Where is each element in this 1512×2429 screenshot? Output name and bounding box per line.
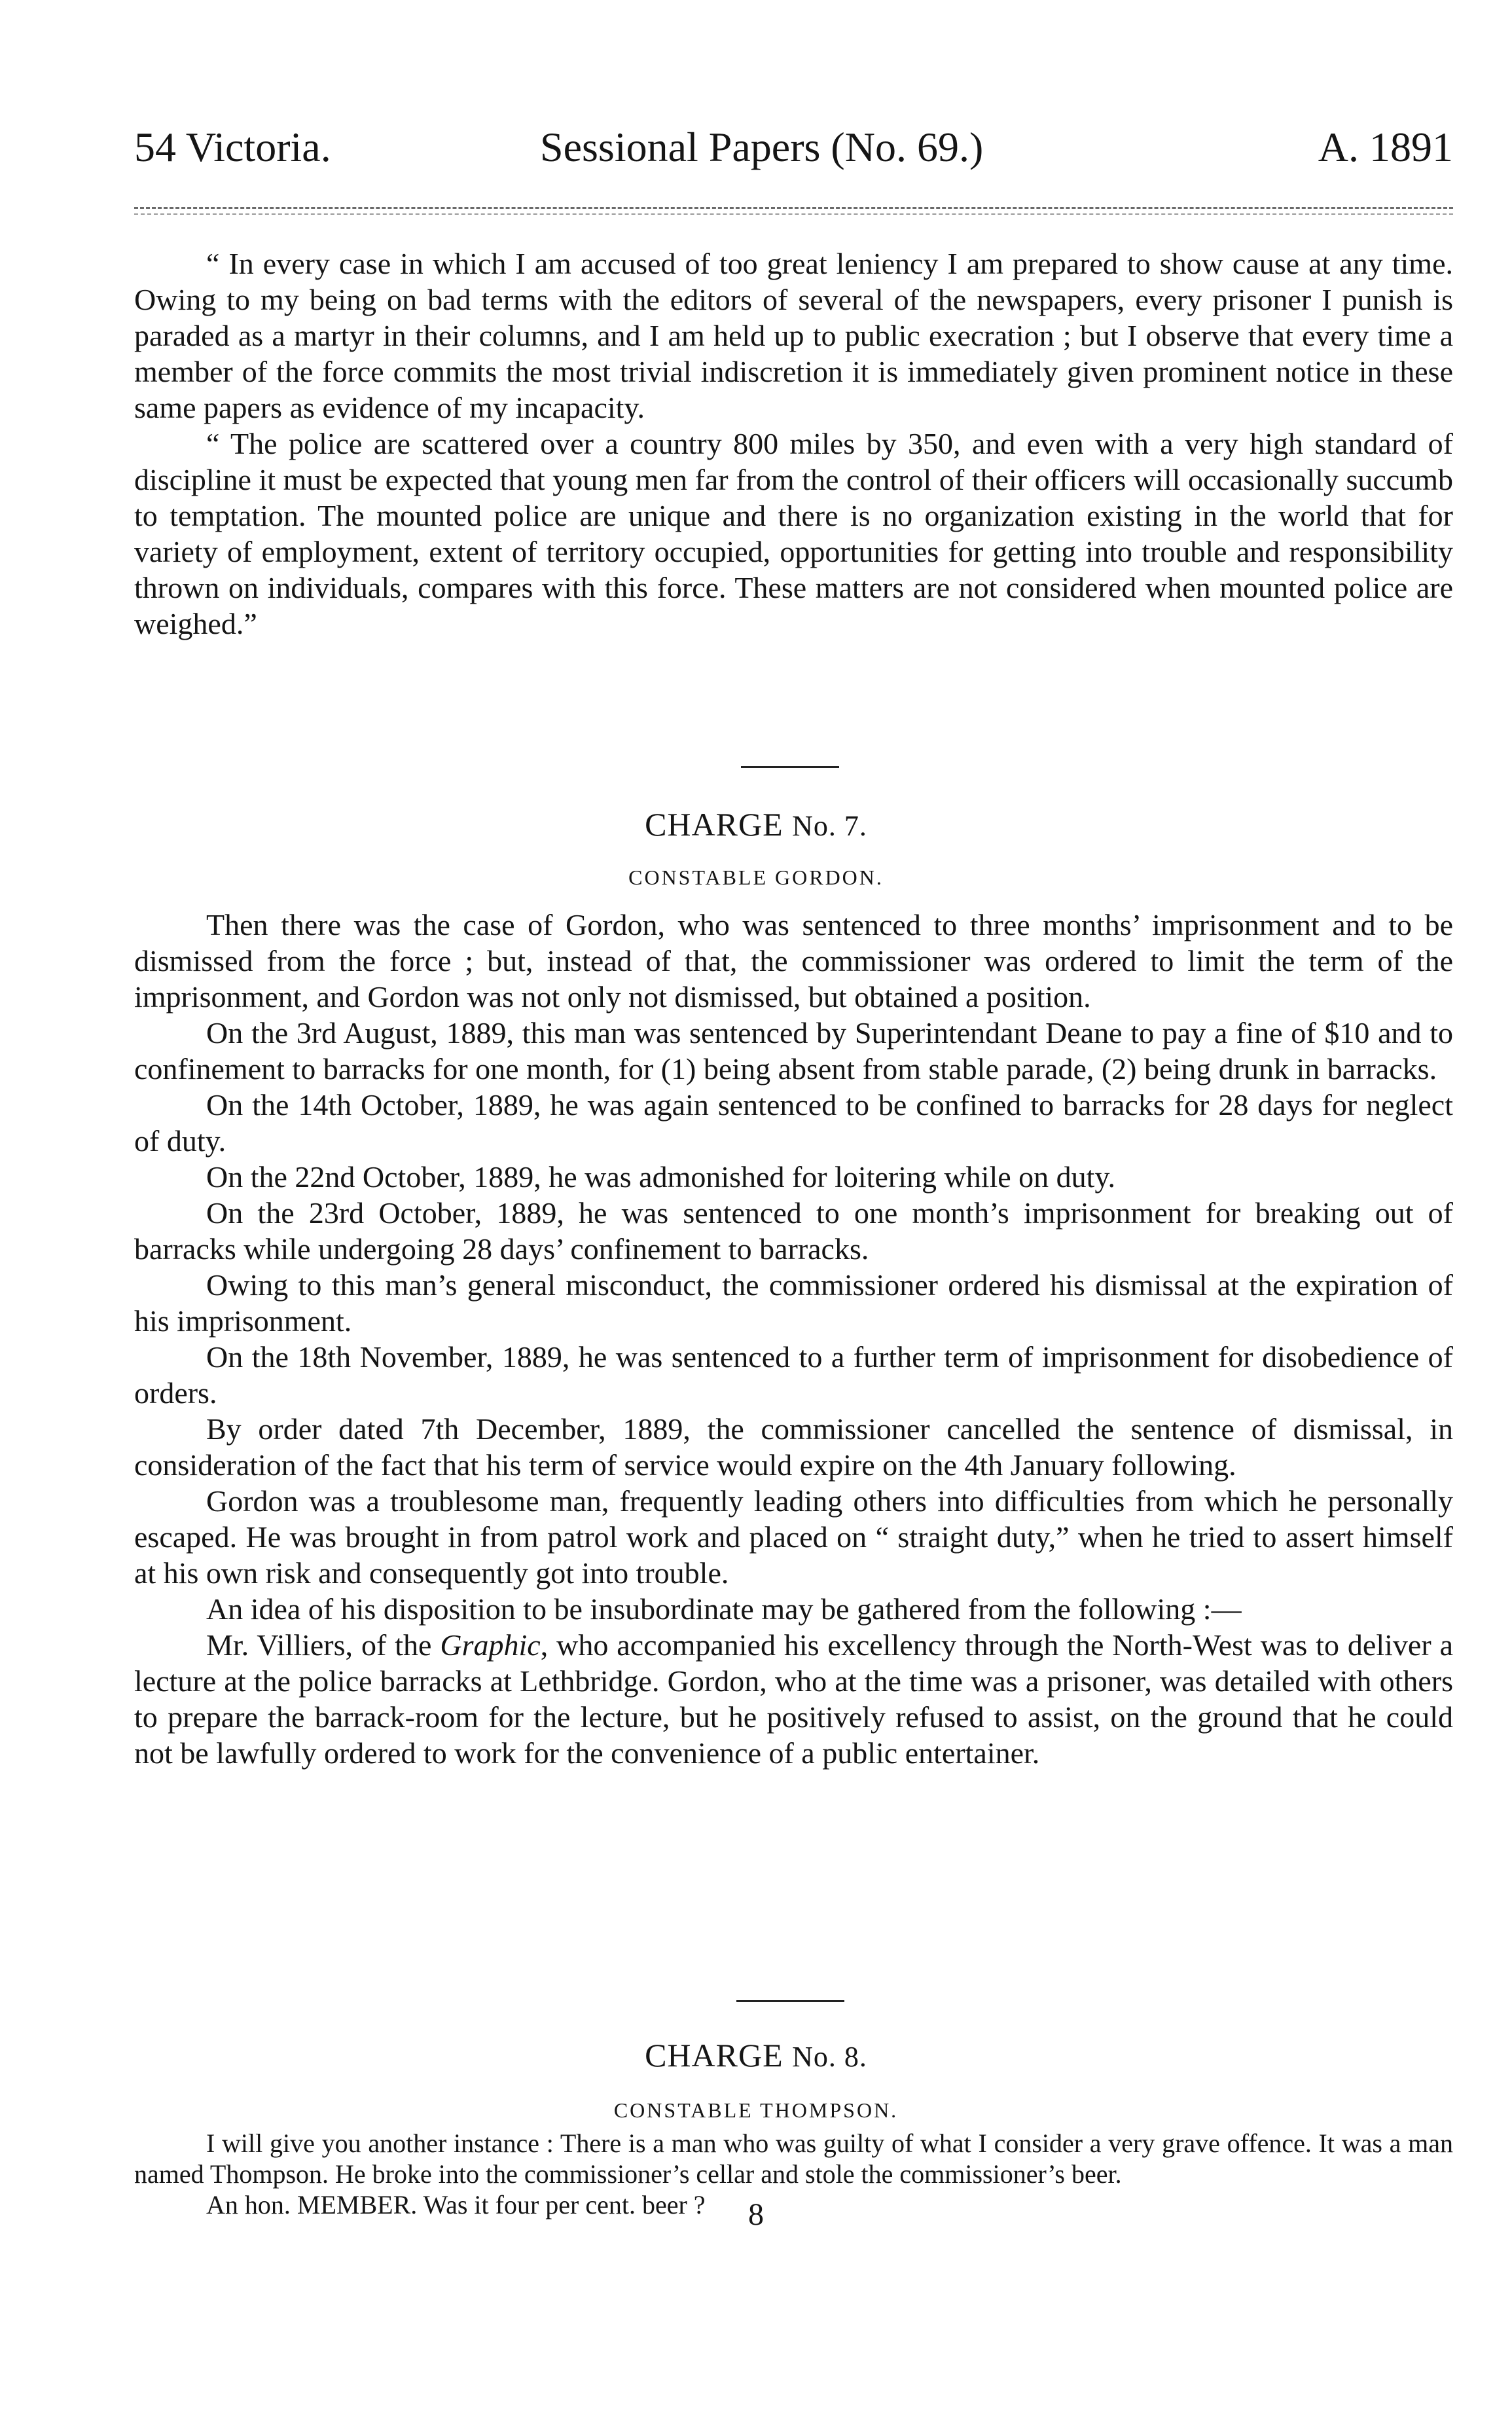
paragraph: “ In every case in which I am accused of too great leniency I am prepared to show cause at any time. Owing to my being on bad terms with the editors of several of the newspapers, every prisoner I punish is paraded as a martyr in their columns, and I am held up to public execration ; but I observe that every time a member of the force commits the most trivial indiscretion it is immediately given prominent notice in these same papers as evidence of my incapacity. [134, 247, 1453, 424]
paragraph: An idea of his disposition to be insubordinate may be gathered from the following :— [206, 1592, 1242, 1626]
header-year: A. 1891 [1318, 124, 1453, 170]
charge-8-heading [0, 2036, 1512, 2074]
opening-quotation [134, 246, 1453, 642]
section-divider [736, 2000, 844, 2002]
paragraph: Then there was the case of Gordon, who was sentenced to three months’ imprisonment and to be dismissed from the force ; but, instead of that, the commissioner was ordered to limit the term of the imprisonment, and Gordon was not only not dismissed, but obtained a position. [134, 908, 1453, 1014]
publication-name: Graphic [440, 1628, 541, 1662]
charge-number: No. 8. [792, 2041, 867, 2073]
charge-7-heading [0, 805, 1512, 843]
paragraph: On the 3rd August, 1889, this man was sentenced by Superintendant Deane to pay a fine of $10 and to confinement to barracks for one month, for (1) being absent from stable parade, (2) being drunk in barracks. [134, 1016, 1453, 1086]
paragraph: Owing to this man’s general misconduct, the commissioner ordered his dismissal at the expiration of his imprisonment. [134, 1268, 1453, 1338]
charge-label: CHARGE [645, 806, 793, 843]
paragraph: By order dated 7th December, 1889, the commissioner cancelled the sentence of dismissal, in consideration of the fact that his term of service would expire on the 4th January following. [134, 1412, 1453, 1482]
header-title: Sessional Papers (No. 69.) [540, 124, 984, 170]
charge-8-subheading: CONSTABLE THOMPSON. [613, 2098, 899, 2122]
running-header [134, 118, 1453, 177]
paragraph: An hon. MEMBER. Was it four per cent. beer ? [206, 2190, 706, 2219]
section-divider [741, 766, 839, 768]
paragraph: “ The police are scattered over a country 800 miles by 350, and even with a very high standard of discipline it must be expected that young men far from the control of their officers will occasionally succumb to temptation. The mounted police are unique and there is no organization existing in the world that for variety of employment, extent of territory occupied, opportunities for getting into trouble and responsibility thrown on individuals, compares with this force. These matters are not considered when mounted police are weighed.” [134, 427, 1453, 640]
header-session: 54 Victoria. [134, 124, 331, 170]
paragraph: On the 22nd October, 1889, he was admonished for loitering while on duty. [206, 1160, 1115, 1194]
paragraph: On the 14th October, 1889, he was again sentenced to be confined to barracks for 28 days for neglect of duty. [134, 1088, 1453, 1158]
paragraph-villiers [134, 1627, 1453, 1771]
paragraph: On the 23rd October, 1889, he was sentenced to one month’s imprisonment for breaking out of barracks while undergoing 28 days’ confinement to barracks. [134, 1196, 1453, 1266]
charge-label: CHARGE [645, 2037, 793, 2073]
text-run: , who accompanied his excellency through the North-West was to deliver a lecture at the police barracks at Lethbridge. Gordon, who at the time was a prisoner, was detailed with others to prepare the barrack-room for the lecture, but he positively refused to assist, on the ground that he could not be lawfully ordered to work for the convenience of a public entertainer. [134, 1628, 1454, 1770]
charge-7-body [134, 907, 1453, 1771]
header-rule-secondary [134, 213, 1453, 215]
charge-number: No. 7. [792, 810, 867, 842]
paragraph: I will give you another instance : There is a man who was guilty of what I consider a very grave offence. It was a man named Thompson. He broke into the commissioner’s cellar and stole the commissioner’s beer. [134, 2128, 1453, 2189]
paragraph: On the 18th November, 1889, he was sentenced to a further term of imprisonment for disobedience of orders. [134, 1340, 1453, 1410]
paragraph: Gordon was a troublesome man, frequently leading others into difficulties from which he personally escaped. He was brought in from patrol work and placed on “ straight duty,” when he tried to assert himself at his own risk and consequently got into trouble. [134, 1484, 1453, 1590]
page-number: 8 [748, 2197, 764, 2232]
text-run: Mr. Villiers, of the [206, 1628, 441, 1662]
header-rule [134, 207, 1453, 209]
charge-7-subheading: CONSTABLE GORDON. [628, 866, 884, 889]
